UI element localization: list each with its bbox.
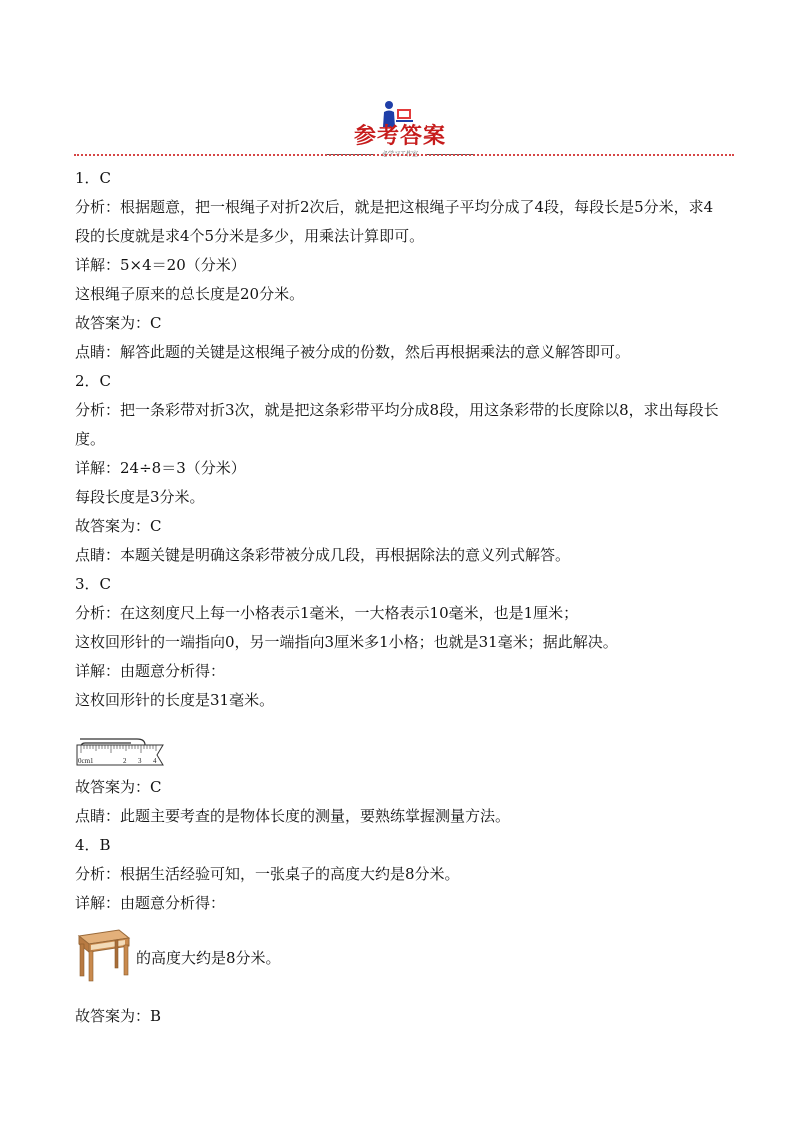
answer-3-result: 这枚回形针的长度是31毫米。 (75, 691, 275, 709)
answer-1-result: 这根绳子原来的总长度是20分米。 (75, 285, 305, 303)
desk-figure-row (75, 918, 725, 988)
page-subtitle: 必学习工作室 (381, 151, 418, 158)
answer-1-number: 1．C (75, 169, 112, 187)
answer-4-number: 4．B (75, 836, 111, 854)
ruler-label-cm: 0cm1 (78, 757, 94, 765)
answer-2-final: 故答案为：C (75, 517, 162, 535)
answer-4-result: 的高度大约是8分米。 (136, 949, 281, 967)
answer-1-detail: 详解：5×4＝20（分米） (75, 256, 246, 274)
answer-2-comment: 点睛：本题关键是明确这条彩带被分成几段，再根据除法的意义列式解答。 (75, 546, 571, 564)
answer-2-result: 每段长度是3分米。 (75, 488, 205, 506)
answer-3-detail: 详解：由题意分析得： (75, 662, 226, 680)
answer-3-analysis-2: 这枚回形针的一端指向0，另一端指向3厘米多1小格；也就是31毫米；据此解决。 (75, 633, 618, 651)
answer-2-detail: 详解：24÷8＝3（分米） (75, 459, 246, 477)
answer-1-analysis: 分析：根据题意，把一根绳子对折2次后，就是把这根绳子平均分成了4段，每段长是5分米，求4段的长度就是求4个5分米是多少，用乘法计算即可。 (75, 198, 714, 245)
ruler-figure (75, 715, 725, 773)
answer-2-number: 2．C (75, 372, 112, 390)
answer-3-final: 故答案为：C (75, 778, 162, 796)
answer-4-final: 故答案为：B (75, 1007, 162, 1025)
answer-content (75, 164, 725, 1031)
answer-4-detail: 详解：由题意分析得： (75, 894, 226, 912)
answer-4-analysis: 分析：根据生活经验可知，一张桌子的高度大约是8分米。 (75, 865, 460, 883)
ruler-label-2: 2 (123, 757, 127, 765)
page-title: 参考答案 (353, 124, 446, 149)
ruler-label-3: 3 (138, 757, 142, 765)
desk-icon (75, 926, 131, 982)
answer-3-number: 3．C (75, 575, 112, 593)
answer-3-analysis-1: 分析：在这刻度尺上每一小格表示1毫米，一大格表示10毫米，也是1厘米； (75, 604, 579, 622)
answer-1-comment: 点睛：解答此题的关键是这根绳子被分成的份数，然后再根据乘法的意义解答即可。 (75, 343, 631, 361)
ruler-with-paperclip-icon (75, 721, 167, 769)
answer-3-comment: 点睛：此题主要考查的是物体长度的测量，要熟练掌握测量方法。 (75, 807, 511, 825)
answer-2-analysis: 分析：把一条彩带对折3次，就是把这条彩带平均分成8段，用这条彩带的长度除以8，求出每段长度。 (75, 401, 719, 448)
answer-1-final: 故答案为：C (75, 314, 162, 332)
ruler-label-4: 4 (153, 757, 157, 765)
header-divider (74, 154, 734, 156)
